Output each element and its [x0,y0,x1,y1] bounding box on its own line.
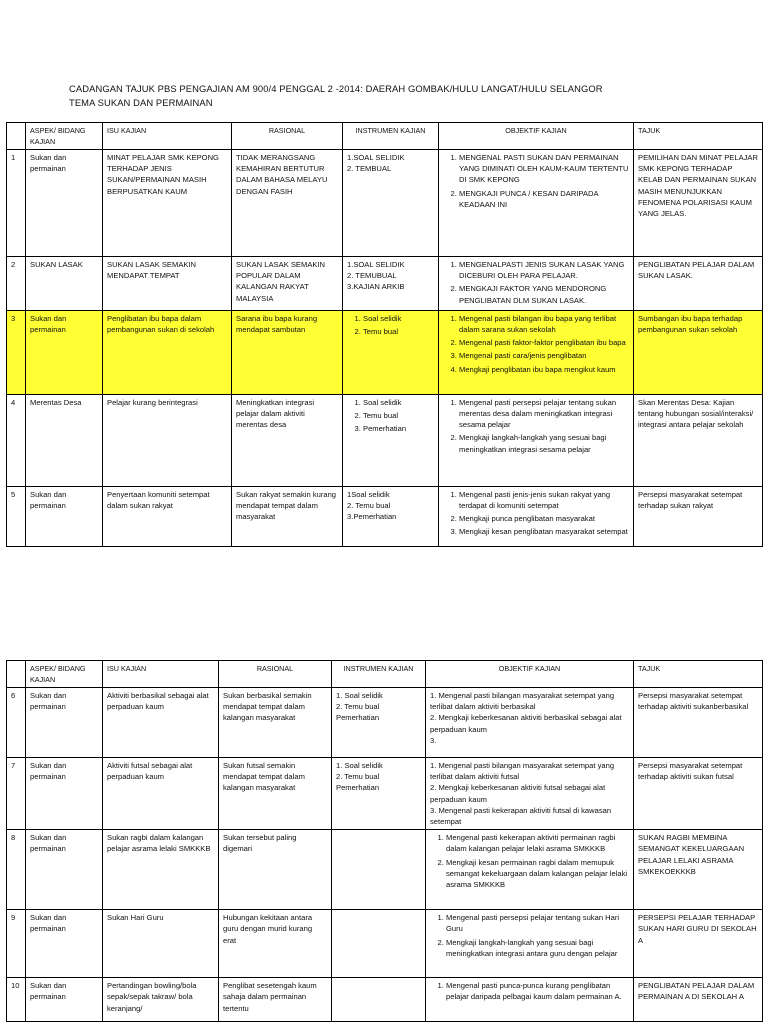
isu-cell: Penglibatan ibu bapa dalam pembangunan sukan di sekolah [103,310,232,394]
document-header [69,82,603,110]
isu-cell: Penyertaan komuniti setempat dalam sukan rakyat [103,486,232,546]
table-row [7,910,763,978]
proposal-table-1 [6,122,763,547]
table-2-body [7,688,763,1022]
aspek-cell: Sukan dan permainan [26,978,103,1022]
objektif-cell-list [430,832,629,890]
row-number: 7 [7,758,26,830]
aspek-cell: SUKAN LASAK [26,257,103,311]
instrumen-cell: 1. Soal selidik 2. Temu bual Pemerhatian [332,688,426,758]
table-header-row [7,123,763,150]
list-item: 1. Mengenal pasti bilangan ibu bapa yang terlibat dalam sarana sukan sekolah [459,313,629,335]
objektif-cell: 1. Mengenal pasti bilangan masyarakat setempat yang terlibat dalam aktiviti berbasikal 2. Mengkaji keberkesanan aktiviti berbasikal sebagai alat perpaduan kaum 3. [426,688,634,758]
aspek-cell: Sukan dan permainan [26,150,103,257]
objektif-cell [426,830,634,910]
list-item: 2. Mengkaji punca penglibatan masyarakat [459,513,629,524]
row-number: 1 [7,150,26,257]
col-instrumen-header: INSTRUMEN KAJIAN [332,661,426,688]
document-title: CADANGAN TAJUK PBS PENGAJIAN AM 900/4 PENGGAL 2 -2014: DAERAH GOMBAK/HULU LANGAT/HULU SELANGOR [69,83,603,94]
tajuk-cell: Persepsi masyarakat setempat terhadap aktiviti sukanberbasikal [634,688,763,758]
objektif-cell-list [443,313,629,375]
isu-cell: Aktiviti futsal sebagai alat perpaduan kaum [103,758,219,830]
list-item: 1. Mengenal pasti persepsi pelajar tentang sukan merentas desa dalam meningkatkan integrasi sesama pelajar [459,397,629,431]
table-row [7,978,763,1022]
rasional-cell: Sarana ibu bapa kurang mendapat sambutan [232,310,343,394]
list-item: 3. Mengkaji kesan penglibatan masyarakat setempat [459,526,629,537]
list-item: 1. Mengenal pasti kekerapan aktiviti permainan ragbi dalam kalangan pelajar lelaki asrama SMKKKB [446,832,629,854]
rasional-cell: Sukan futsal semakin mendapat tempat dalam kalangan masyarakat [219,758,332,830]
table-row [7,830,763,910]
col-no-header [7,661,26,688]
row-number: 4 [7,394,26,486]
table-row [7,257,763,311]
proposal-table-2 [6,660,763,1022]
tajuk-cell: PENGLIBATAN PELAJAR DALAM PERMAINAN A DI SEKOLAH A [634,978,763,1022]
isu-cell: Pelajar kurang berintegrasi [103,394,232,486]
list-item: 2. Mengkaji langkah-langkah yang sesuai bagi meningkatkan integrasi antara guru dengan pelajar [446,937,629,959]
row-number: 3 [7,310,26,394]
rasional-cell: Penglibat sesetengah kaum sahaja dalam permainan tertentu [219,978,332,1022]
col-rasional-header: RASIONAL [232,123,343,150]
table-header-row [7,661,763,688]
row-number: 5 [7,486,26,546]
tajuk-cell: Persepsi masyarakat setempat terhadap aktiviti sukan futsal [634,758,763,830]
tajuk-cell: SUKAN RAGBI MEMBINA SEMANGAT KEKELUARGAAN PELAJAR LELAKI ASRAMA SMKEKOEKKKB [634,830,763,910]
instrumen-cell [332,978,426,1022]
objektif-cell-list [430,912,629,959]
row-number: 9 [7,910,26,978]
list-item: 1. MENGENALPASTI JENIS SUKAN LASAK YANG DICEBURI OLEH PARA PELAJAR. [459,259,629,281]
isu-cell: Sukan ragbi dalam kalangan pelajar asrama lelaki SMKKKB [103,830,219,910]
col-instrumen-header: INSTRUMEN KAJIAN [343,123,439,150]
objektif-cell: 1. Mengenal pasti bilangan masyarakat setempat yang terlibat dalam aktiviti futsal 2. Mengkaji keberkesanan aktiviti futsal sebagai alat perpaduan kaum 3. Mengenal pasti kekerapan aktiviti futsal di kawasan setempat [426,758,634,830]
list-item: 2. Mengenal pasti faktor-faktor penglibatan ibu bapa [459,337,629,348]
rasional-cell: TIDAK MERANGSANG KEMAHIRAN BERTUTUR DALAM BAHASA MELAYU DENGAN FASIH [232,150,343,257]
col-isu-header: ISU KAJIAN [103,661,219,688]
tajuk-cell: PEMILIHAN DAN MINAT PELAJAR SMK KEPONG TERHADAP KELAB DAN PERMAINAN SUKAN MASIH MENUNJUKKAN FENOMENA POLARISASI KAUM YANG JELAS. [634,150,763,257]
tajuk-cell: Persepsi masyarakat setempat terhadap sukan rakyat [634,486,763,546]
table-row [7,758,763,830]
col-aspek-header: ASPEK/ BIDANG KAJIAN [26,661,103,688]
list-item: 3. Pemerhatian [363,423,434,434]
instrumen-cell [332,910,426,978]
isu-cell: MINAT PELAJAR SMK KEPONG TERHADAP JENIS SUKAN/PERMAINAN MASIH BERPUSATKAN KAUM [103,150,232,257]
col-aspek-header: ASPEK/ BIDANG KAJIAN [26,123,103,150]
objektif-cell [439,486,634,546]
list-item: 4. Mengkaji penglibatan ibu bapa mengikut kaum [459,364,629,375]
list-item: 1. Soal selidik [363,397,434,408]
col-rasional-header: RASIONAL [219,661,332,688]
aspek-cell: Sukan dan permainan [26,910,103,978]
instrumen-cell: 1.SOAL SELIDIK 2. TEMUBUAL 3.KAJIAN ARKIB [343,257,439,311]
table-1-body [7,150,763,547]
row-number: 8 [7,830,26,910]
objektif-cell-list [443,489,629,538]
col-isu-header: ISU KAJIAN [103,123,232,150]
row-number: 6 [7,688,26,758]
aspek-cell: Sukan dan permainan [26,688,103,758]
aspek-cell: Sukan dan permainan [26,486,103,546]
objektif-cell [439,310,634,394]
instrumen-cell [343,394,439,486]
table-row [7,150,763,257]
instrumen-cell: 1Soal selidik 2. Temu bual 3.Pemerhatian [343,486,439,546]
objektif-cell [439,150,634,257]
instrumen-cell-list [347,313,434,337]
col-objektif-header: OBJEKTIF KAJIAN [439,123,634,150]
instrumen-cell: 1. Soal selidik 2. Temu bual Pemerhatian [332,758,426,830]
tajuk-cell: Skan Merentas Desa: Kajian tentang hubungan sosial/interaksi/ integrasi antara pelajar sekolah [634,394,763,486]
table-row [7,394,763,486]
table-row [7,310,763,394]
list-item: 2. MENGKAJI PUNCA / KESAN DARIPADA KEADAAN INI [459,188,629,210]
objektif-cell [426,910,634,978]
list-item: 2. Temu bual [363,410,434,421]
aspek-cell: Sukan dan permainan [26,758,103,830]
list-item: 1. Mengenal pasti jenis-jenis sukan rakyat yang terdapat di komuniti setempat [459,489,629,511]
objektif-cell-list [443,259,629,306]
instrumen-cell: 1.SOAL SELIDIK 2. TEMBUAL [343,150,439,257]
objektif-cell [426,978,634,1022]
aspek-cell: Merentas Desa [26,394,103,486]
instrumen-cell-list [347,397,434,435]
col-no-header [7,123,26,150]
list-item: 2. Mengkaji langkah-langkah yang sesuai bagi meningkatkan integrasi sesama pelajar [459,432,629,454]
list-item: 1. Soal selidik [363,313,434,324]
list-item: 1. Mengenal pasti punca-punca kurang penglibatan pelajar daripada pelbagai kaum dalam permainan A. [446,980,629,1002]
list-item: 2. Mengkaji kesan permainan ragbi dalam memupuk semangat kekeluargaan dalam kalangan pelajar lelaki asrama SMKKKB [446,857,629,891]
row-number: 2 [7,257,26,311]
objektif-cell-list [443,397,629,455]
list-item: 3. Mengenal pasti cara/jenis penglibatan [459,350,629,361]
tajuk-cell: Sumbangan ibu bapa terhadap pembangunan sukan sekolah [634,310,763,394]
tajuk-cell: PENGLIBATAN PELAJAR DALAM SUKAN LASAK. [634,257,763,311]
isu-cell: Sukan Hari Guru [103,910,219,978]
list-item: 1. MENGENAL PASTI SUKAN DAN PERMAINAN YANG DIMINATI OLEH KAUM-KAUM TERTENTU DI SMK KEPONG [459,152,629,186]
rasional-cell: Meningkatkan integrasi pelajar dalam aktiviti merentas desa [232,394,343,486]
table-row [7,486,763,546]
rasional-cell: Sukan tersebut paling digemari [219,830,332,910]
instrumen-cell [343,310,439,394]
objektif-cell-list [443,152,629,210]
isu-cell: Pertandingan bowling/bola sepak/sepak takraw/ bola keranjang/ [103,978,219,1022]
document-theme: TEMA SUKAN DAN PERMAINAN [69,97,213,108]
aspek-cell: Sukan dan permainan [26,830,103,910]
tajuk-cell: PERSEPSI PELAJAR TERHADAP SUKAN HARI GURU DI SEKOLAH A [634,910,763,978]
col-tajuk-header: TAJUK [634,661,763,688]
rasional-cell: Sukan berbasikal semakin mendapat tempat dalam kalangan masyarakat [219,688,332,758]
list-item: 1. Mengenal pasti persepsi pelajar tentang sukan Hari Guru [446,912,629,934]
rasional-cell: SUKAN LASAK SEMAKIN POPULAR DALAM KALANGAN RAKYAT MALAYSIA [232,257,343,311]
list-item: 2. MENGKAJI FAKTOR YANG MENDORONG PENGLIBATAN DLM SUKAN LASAK. [459,283,629,305]
col-objektif-header: OBJEKTIF KAJIAN [426,661,634,688]
table-row [7,688,763,758]
aspek-cell: Sukan dan permainan [26,310,103,394]
rasional-cell: Sukan rakyat semakin kurang mendapat tempat dalam masyarakat [232,486,343,546]
objektif-cell [439,394,634,486]
list-item: 2. Temu bual [363,326,434,337]
objektif-cell-list [430,980,629,1002]
col-tajuk-header: TAJUK [634,123,763,150]
rasional-cell: Hubungan kekitaan antara guru dengan murid kurang erat [219,910,332,978]
objektif-cell [439,257,634,311]
isu-cell: Aktiviti berbasikal sebagai alat perpaduan kaum [103,688,219,758]
isu-cell: SUKAN LASAK SEMAKIN MENDAPAT TEMPAT [103,257,232,311]
row-number: 10 [7,978,26,1022]
instrumen-cell [332,830,426,910]
